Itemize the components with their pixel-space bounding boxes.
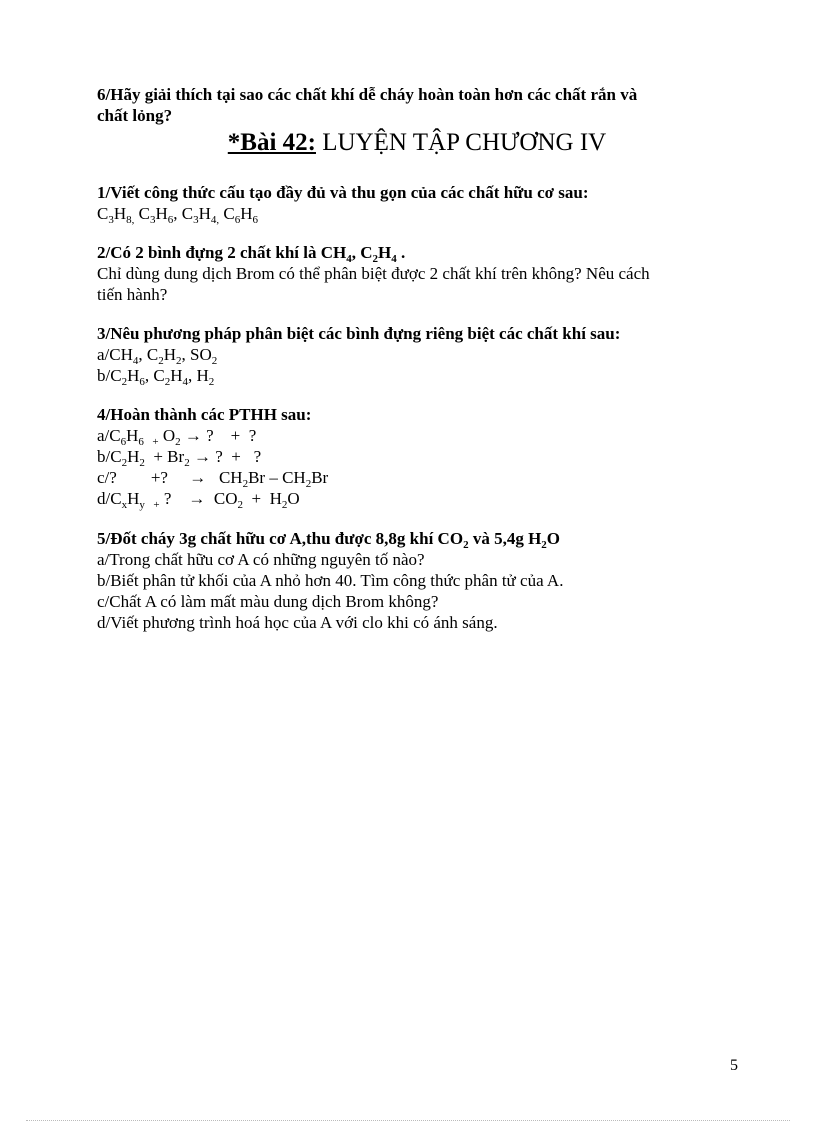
page-footer-divider [26, 1120, 790, 1121]
lesson-title [97, 128, 737, 158]
question-6-line-2: chất lỏng? [97, 106, 173, 125]
question-5-part-b: b/Biết phân tử khối của A nhỏ hơn 40. Tìm công thức phân tử của A. [97, 571, 564, 590]
lesson-title-number: *Bài 42: [227, 129, 316, 156]
question-4: 4/Hoàn thành các PTHH sau: [97, 405, 312, 424]
page-number: 5 [730, 1057, 738, 1074]
question-4-equation-c: c/? +? → $CH_2Br - CH_2Br$ [97, 468, 329, 490]
question-4-equation-a: $a/C_6H_6$ $_+$ $O_2$ → ? + ? [97, 426, 257, 448]
question-4-equation-b: $b/C_2H_2 + Br_2$ → ? + ? [97, 447, 262, 469]
question-5-part-a: a/Trong chất hữu cơ A có những nguyên tố nào? [97, 550, 425, 569]
question-2-line-1: Chỉ dùng dung dịch Brom có thể phân biệt được 2 chất khí trên không? Nêu cách [97, 264, 650, 283]
question-1-formulas: $C_3H_{8,}$ $C_3H_6$, $C_3H_{4,}$ $C_6H_6$ [97, 204, 258, 226]
question-2-heading: 2/Có 2 bình đựng 2 chất khí là $CH_4$, $C_2H_4$ . [97, 243, 406, 265]
question-5-part-d: d/Viết phương trình hoá học của A với clo khi có ánh sáng. [97, 613, 498, 632]
question-4-equation-d: $d/C_xH_y$ $_+$ ? → $CO_2 + H_2O$ [97, 489, 300, 511]
document-page [97, 84, 737, 633]
question-6-line-1: 6/Hãy giải thích tại sao các chất khí dễ cháy hoàn toàn hơn các chất rắn và [97, 85, 638, 104]
question-5-heading: 5/Đốt cháy 3g chất hữu cơ A,thu được 8,8g khí $CO_2$ và 5,4g $H_2O$ [97, 529, 561, 551]
lesson-title-text: LUYỆN TẬP CHƯƠNG IV [315, 129, 607, 156]
question-3-part-a: $a/CH_4$, $C_2H_2$, $SO_2$ [97, 345, 218, 367]
question-2-line-2: tiến hành? [97, 285, 168, 304]
question-2-heading-text: 2/Có 2 bình đựng 2 chất khí là CH [97, 243, 347, 262]
question-3-part-b: $b/C_2H_6$, $C_2H_4$, $H_2$ [97, 366, 215, 388]
question-1: 1/Viết công thức cấu tạo đầy đủ và thu gọn của các chất hữu cơ sau: [97, 183, 589, 202]
question-5-heading-text: 5/Đốt cháy 3g chất hữu cơ A,thu được 8,8g khí CO [97, 529, 464, 548]
question-5-part-c: c/Chất A có làm mất màu dung dịch Brom không? [97, 592, 439, 611]
question-3: 3/Nêu phương pháp phân biệt các bình đựng riêng biệt các chất khí sau: [97, 324, 621, 343]
